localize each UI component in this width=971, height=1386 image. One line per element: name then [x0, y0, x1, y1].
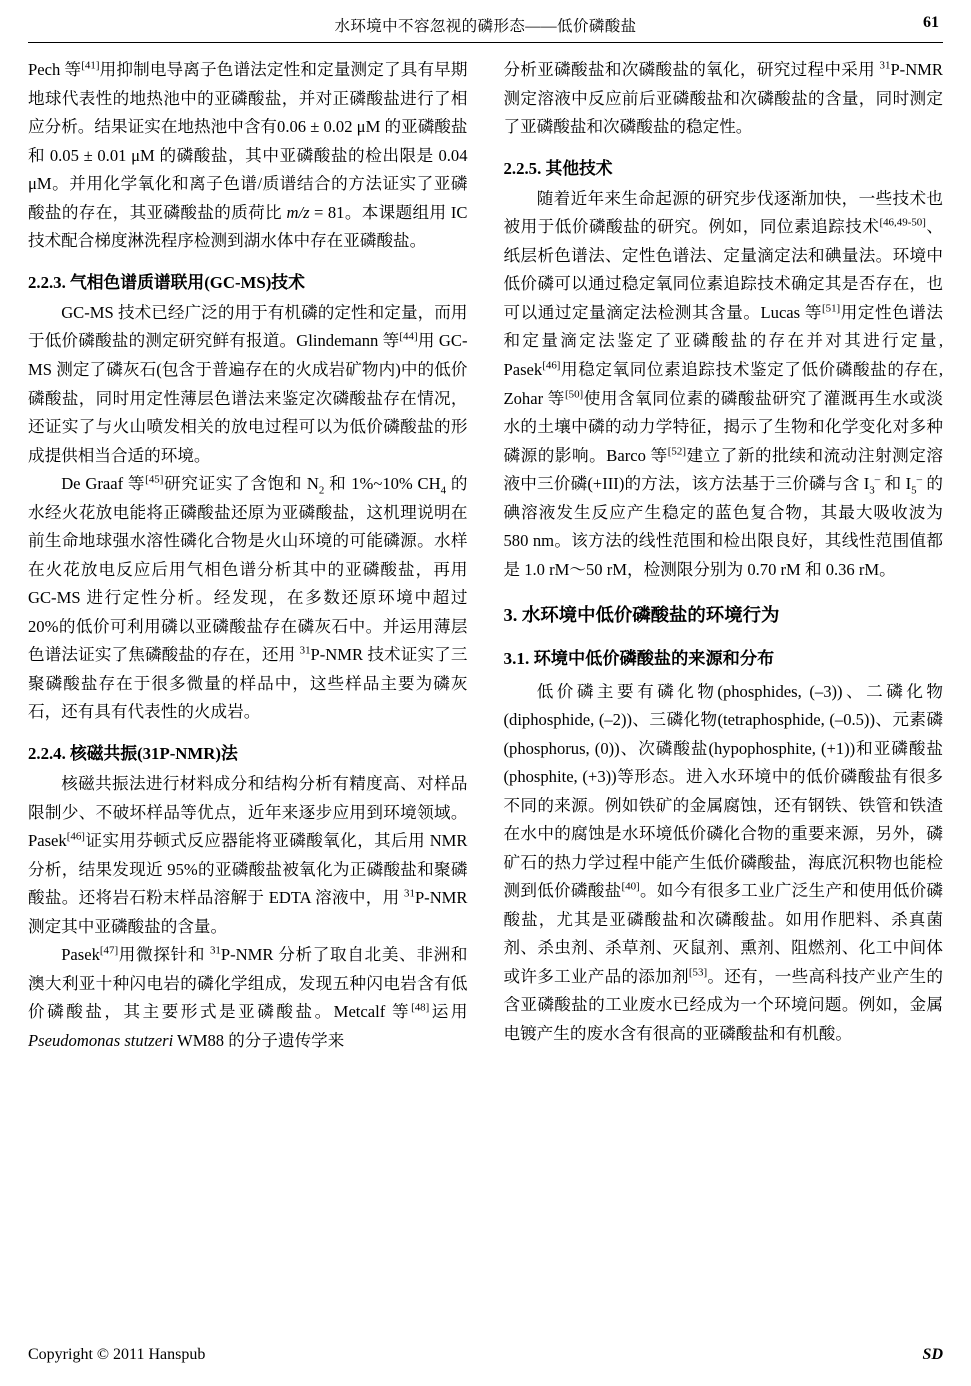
- heading-3: 3. 水环境中低价磷酸盐的环境行为: [503, 605, 780, 626]
- heading-3-1: 3.1. 环境中低价磷酸盐的来源和分布: [503, 648, 775, 668]
- paragraph: 低价磷主要有磷化物(phosphides, (–3))、二磷化物(diphosphide, (–2))、三磷化物(tetraphosphide, (–0.5))、元素磷(phosphorus, (0))、次磷酸盐(hypophosphite, (+1))和亚磷酸盐(phosphite, (+3))等形态。进入水环境中的低价磷酸盐有很多不同的来源。例如铁矿的金属腐蚀，还有钢铁、铁管和铁渣在水中的腐蚀是水环境低价磷化合物的重要来源，另外，磷矿石的热力学过程中能产生低价磷酸盐，海底沉积物也能检测到低价磷酸盐[40]。如今有很多工业广泛生产和使用低价磷酸盐，尤其是亚磷酸盐和次磷酸盐。如用作肥料、杀真菌剂、杀虫剂、杀草剂、灭鼠剂、熏剂、阻燃剂、化工中间体或许多工业产品的添加剂[53]。还有，一些高科技产业产生的含亚磷酸盐的工业废水已经成为一个环境问题。例如，金属电镀产生的废水含有很高的亚磷酸盐和有机酸。: [503, 681, 944, 1043]
- paragraph: Pech 等[41]用抑制电导离子色谱法定性和定量测定了具有早期地球代表性的地热池中的亚磷酸盐，并对正磷酸盐进行了相应分析。结果证实在地热池中含有0.06 ± 0.02 μM 的亚磷酸盐和 0.05 ± 0.01 μM 的磷酸盐，其中亚磷酸盐的检出限是 0.04 μM。并用化学氧化和离子色谱/质谱结合的方法证实了亚磷酸盐的存在，其亚磷酸盐的质荷比 m/z = 81。本课题组用 IC 技术配合梯度淋洗程序检测到湖水体中存在亚磷酸盐。: [28, 59, 468, 251]
- right-column: [504, 56, 944, 1314]
- paragraph: 核磁共振法进行材料成分和结构分析有精度高、对样品限制少、不破坏样品等优点，近年来逐步应用到环境领域。Pasek[46]证实用芬顿式反应器能将亚磷酸氧化，其后用 NMR 分析，结果发现近 95%的亚磷酸盐被氧化为正磷酸盐和聚磷酸盐。还将岩石粉末样品溶解于 EDTA 溶液中，用 $^{31}$P-NMR 测定其中亚磷酸盐的含量。: [28, 774, 468, 936]
- journal-mark: SD: [922, 1346, 943, 1363]
- header-rule: [28, 42, 943, 43]
- paragraph: 随着近年来生命起源的研究步伐逐渐加快，一些技术也被用于低价磷酸盐的研究。例如，同位素追踪技术[46,49-50]、纸层析色谱法、定性色谱法、定量滴定法和碘量法。环境中低价磷可以通过稳定氧同位素追踪技术确定其是否存在，也可以通过定量滴定法检测其含量。Lucas 等[51]用定性色谱法和定量滴定法鉴定了亚磷酸盐的存在并对其进行定量, Pasek[46]用稳定氧同位素追踪技术鉴定了低价磷酸盐的存在, Zohar 等[50]使用含氧同位素的磷酸盐研究了灌溉再生水或淡水的土壤中磷的动力学特征，揭示了生物和化学变化对多种磷源的影响。Barco 等[52]建立了新的批续和流动注射测定溶液中三价磷(+III)的方法，该方法基于三价磷与含 $I_3^-$ 和 $I_5^-$ 的碘溶液发生反应产生稳定的蓝色复合物，其最大吸收波为 580 nm。该方法的线性范围和检出限良好，其线性范围值都是 1.0 rM～50 rM，检测限分别为 0.70 rM 和 0.36 rM。: [503, 188, 944, 579]
- running-title: 水环境中不容忽视的磷形态——低价磷酸盐: [334, 18, 637, 35]
- heading-2-2-4: 2.2.4. 核磁共振(31P-NMR)法: [28, 743, 238, 763]
- copyright-notice: Copyright © 2011 Hanspub: [28, 1346, 206, 1363]
- paragraph: Pasek[47]用微探针和 $^{31}$P-NMR 分析了取自北美、非洲和澳大利亚十种闪电岩的磷化学组成，发现五种闪电岩含有低价磷酸盐，其主要形式是亚磷酸盐。Metcalf 等[48]运用 Pseudomonas stutzeri WM88 的分子遗传学来: [28, 944, 468, 1050]
- running-head: [0, 14, 971, 44]
- article-body: [28, 56, 943, 1314]
- paragraph: De Graaf 等[45]研究证实了含饱和 $N_2$ 和 1%~10% $CH_4$ 的水经火花放电能将正磷酸盐还原为亚磷酸盐，这机理说明在前生命地球强水溶性磷化合物是火山环境的可能磷源。水样在火花放电反应后用气相色谱分析其中的亚磷酸盐，再用 GC-MS 进行定性分析。经发现，在多数还原环境中超过 20%的低价可利用磷以亚磷酸盐存在磷灰石中。并运用薄层色谱法证实了焦磷酸盐的存在，还用 $^{31}$P-NMR 技术证实了三聚磷酸盐存在于很多微量的样品中，这些样品主要为磷灰石，还有具有代表性的火成岩。: [28, 473, 468, 722]
- paragraph: 分析亚磷酸盐和次磷酸盐的氧化，研究过程中采用 $^{31}$P-NMR 测定溶液中反应前后亚磷酸盐和次磷酸盐的含量，同时测定了亚磷酸盐和次磷酸盐的稳定性。: [503, 59, 943, 137]
- heading-2-2-5: 2.2.5. 其他技术: [503, 158, 613, 178]
- page-footer: [28, 1346, 943, 1364]
- page-number: 61: [923, 14, 939, 31]
- heading-2-2-3: 2.2.3. 气相色谱质谱联用(GC-MS)技术: [28, 272, 305, 292]
- paragraph: GC-MS 技术已经广泛的用于有机磷的定性和定量，而用于低价磷酸盐的测定研究鲜有报道。Glindemann 等[44]用 GC-MS 测定了磷灰石(包含于普遍存在的火成岩矿物内)中的低价磷酸盐，同时用定性薄层色谱法来鉴定次磷酸盐存在情况，还证实了与火山喷发相关的放电过程可以为低价磷酸盐的形成提供相当合适的环境。: [28, 302, 468, 465]
- left-column: [28, 56, 468, 1314]
